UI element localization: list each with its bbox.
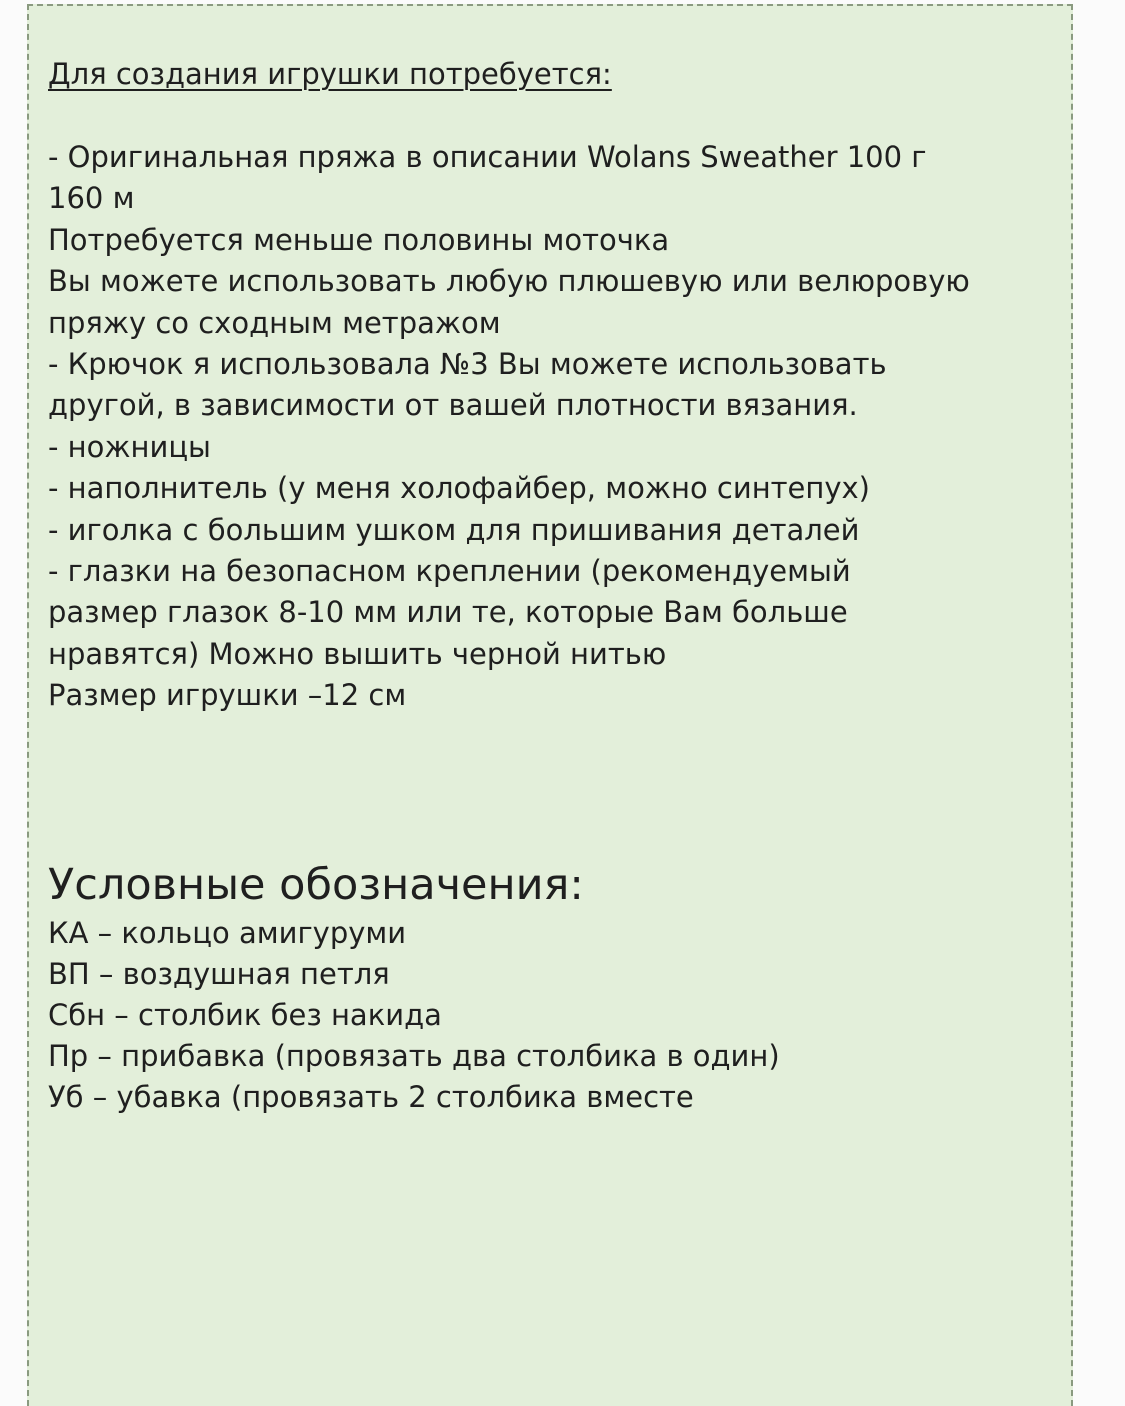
materials-line: Размер игрушки –12 см <box>48 678 407 713</box>
materials-heading: Для создания игрушки потребуется: <box>48 57 612 91</box>
materials-line: - Крючок я использовала №3 Вы можете использовать <box>48 347 887 382</box>
document-page <box>27 4 1073 1406</box>
legend-item: Уб – убавка (провязать 2 столбика вместе <box>48 1079 694 1114</box>
materials-line: - ножницы <box>48 429 211 464</box>
materials-line: другой, в зависимости от вашей плотности вязания. <box>48 388 858 423</box>
legend-item: Пр – прибавка (провязать два столбика в один) <box>48 1038 780 1073</box>
materials-line: Потребуется меньше половины моточка <box>48 222 670 257</box>
materials-line: нравятся) Можно вышить черной нитью <box>48 636 667 671</box>
legend-item: ВП – воздушная петля <box>48 956 390 991</box>
materials-line: - иголка с большим ушком для пришивания деталей <box>48 512 860 547</box>
materials-line: размер глазок 8-10 мм или те, которые Вам больше <box>48 595 848 630</box>
legend-list <box>48 913 1058 1118</box>
materials-line: пряжу со сходным метражом <box>48 305 501 340</box>
materials-line: - глазки на безопасном креплении (рекомендуемый <box>48 554 851 589</box>
materials-list <box>48 137 1058 717</box>
legend-item: Сбн – столбик без накида <box>48 997 442 1032</box>
materials-line: Вы можете использовать любую плюшевую или велюровую <box>48 264 970 299</box>
materials-line: - наполнитель (у меня холофайбер, можно синтепух) <box>48 471 870 506</box>
document-content <box>48 54 1058 1118</box>
materials-line: - Оригинальная пряжа в описании Wolans Sweather 100 г <box>48 140 927 174</box>
legend-item: КА – кольцо амигуруми <box>48 915 407 950</box>
legend-title: Условные обозначения: <box>48 859 584 910</box>
materials-line: 160 м <box>48 181 135 216</box>
